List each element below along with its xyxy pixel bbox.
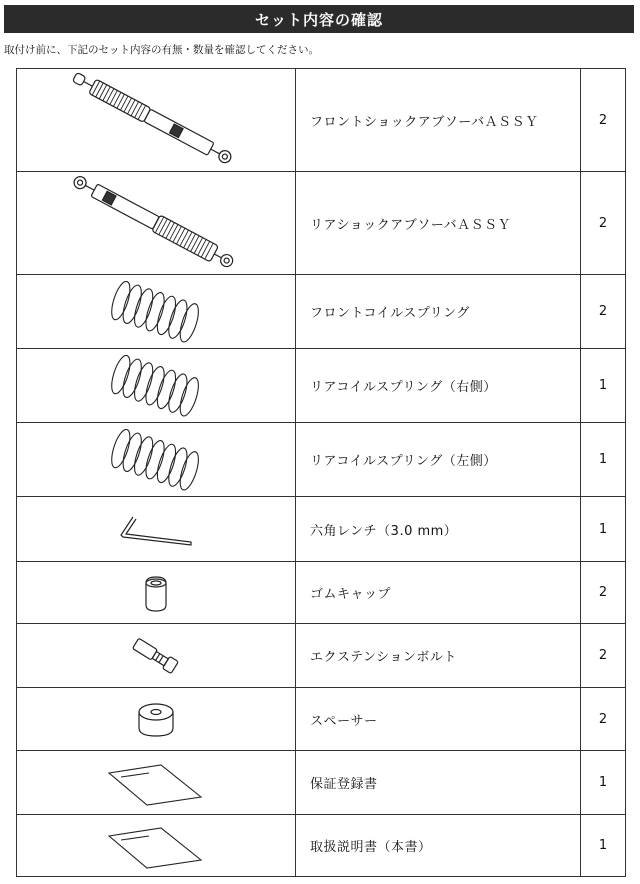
item-image-cell (17, 815, 296, 877)
warranty-card-icon (101, 759, 211, 807)
item-image-cell (17, 624, 296, 688)
extension-bolt-icon (126, 634, 186, 678)
hex-wrench-icon (111, 509, 201, 549)
item-name: 保証登録書 (296, 751, 581, 815)
rear-shock-absorber-icon (56, 173, 256, 273)
item-qty: 2 (581, 69, 626, 172)
rubber-cap-icon (136, 571, 176, 615)
item-qty: 2 (581, 688, 626, 751)
table-row (17, 172, 626, 275)
table-row (17, 815, 626, 877)
item-qty: 2 (581, 562, 626, 624)
table-row (17, 497, 626, 562)
item-qty: 1 (581, 349, 626, 423)
item-name: スペーサー (296, 688, 581, 751)
item-name: 取扱説明書（本書） (296, 815, 581, 877)
item-qty: 2 (581, 275, 626, 349)
front-coil-spring-icon (101, 281, 211, 343)
spacer-icon (131, 696, 181, 742)
table-row (17, 69, 626, 172)
table-row (17, 275, 626, 349)
rear-coil-spring-right-icon (101, 355, 211, 417)
item-qty: 2 (581, 172, 626, 275)
table-row (17, 349, 626, 423)
item-qty: 1 (581, 423, 626, 497)
item-qty: 1 (581, 497, 626, 562)
item-image-cell (17, 497, 296, 562)
table-row (17, 423, 626, 497)
item-image-cell (17, 423, 296, 497)
item-name: ゴムキャップ (296, 562, 581, 624)
item-image-cell (17, 172, 296, 275)
table-row (17, 562, 626, 624)
item-name: リアショックアブソーバＡＳＳＹ (296, 172, 581, 275)
intro-text: 取付け前に、下記のセット内容の有無・数量を確認してください。 (4, 44, 319, 56)
item-name: 六角レンチ（3.0 mm） (296, 497, 581, 562)
table-row (17, 751, 626, 815)
table-row (17, 688, 626, 751)
item-name: リアコイルスプリング（左側） (296, 423, 581, 497)
item-name: フロントコイルスプリング (296, 275, 581, 349)
table-row (17, 624, 626, 688)
parts-table (16, 68, 626, 877)
item-image-cell (17, 751, 296, 815)
item-image-cell (17, 69, 296, 172)
item-image-cell (17, 275, 296, 349)
item-name: リアコイルスプリング（右側） (296, 349, 581, 423)
item-image-cell (17, 688, 296, 751)
item-qty: 2 (581, 624, 626, 688)
front-shock-absorber-icon (56, 70, 256, 170)
section-title: セット内容の確認 (4, 5, 634, 33)
item-name: エクステンションボルト (296, 624, 581, 688)
item-image-cell (17, 562, 296, 624)
rear-coil-spring-left-icon (101, 429, 211, 491)
item-image-cell (17, 349, 296, 423)
item-qty: 1 (581, 815, 626, 877)
manual-icon (101, 822, 211, 870)
item-qty: 1 (581, 751, 626, 815)
item-name: フロントショックアブソーバＡＳＳＹ (296, 69, 581, 172)
